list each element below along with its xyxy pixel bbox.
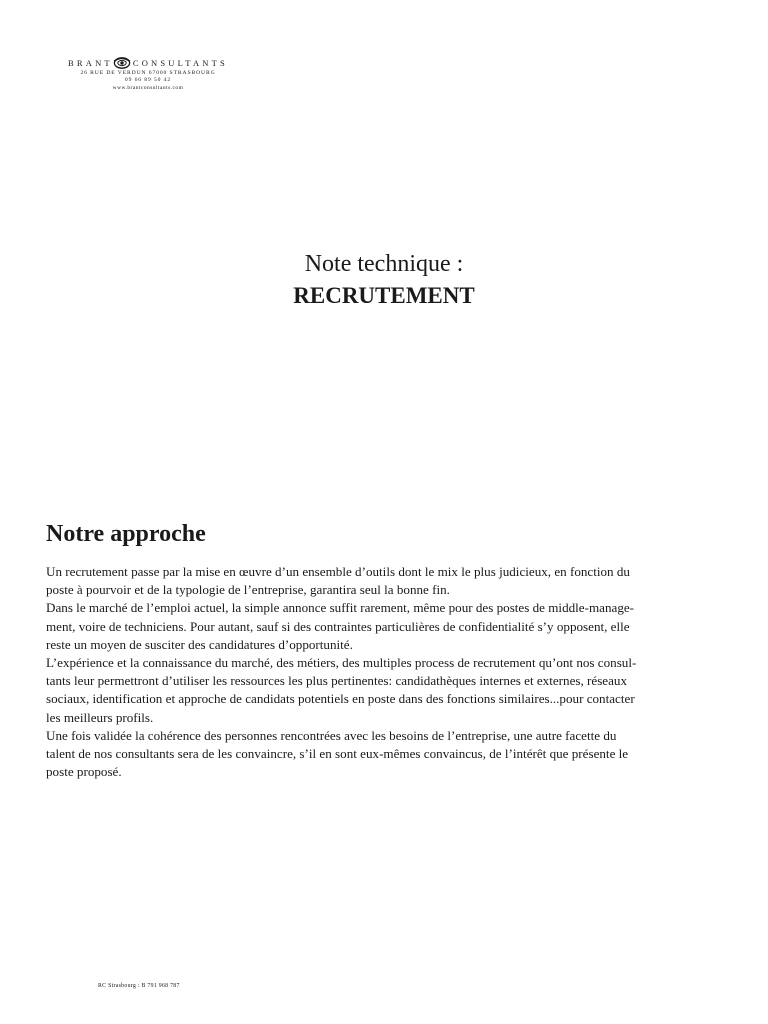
body-line: Un recrutement passe par la mise en œuvre d’un ensemble d’outils dont le mix le plus judicieux, en fonction du <box>46 564 630 579</box>
body-line: reste un moyen de susciter des candidatures d’opportunité. <box>46 636 353 652</box>
company-website: www.brantconsultants.com <box>112 84 184 91</box>
body-line: Dans le marché de l’emploi actuel, la simple annonce suffit rarement, même pour des postes de middle-manage- <box>46 600 635 616</box>
company-phone: 09 66 89 50 42 <box>124 77 172 84</box>
body-line: poste à pourvoir et de la typologie de l’entreprise, garantira seul la bonne fin. <box>46 582 450 598</box>
body-line: tants leur permettront d’utiliser les ressources les plus pertinentes: candidathèques internes et externes, réseaux <box>46 673 628 689</box>
title-line-note-technique: Note technique : <box>304 251 464 277</box>
registration-footer: RC Strasbourg : B 791 968 787 <box>98 983 180 989</box>
title-line-recrutement: RECRUTEMENT <box>293 283 475 308</box>
brand-name-left: BRANT <box>68 58 113 68</box>
eye-logo-icon <box>113 56 131 70</box>
body-line: sociaux, identification et approche de candidats potentiels en poste dans des fonctions similaires...pour contacter <box>46 691 635 707</box>
body-line: Une fois validée la cohérence des personnes rencontrées avec les besoins de l’entreprise, une autre facette du <box>46 727 617 743</box>
document-title <box>0 248 768 312</box>
brand-name-right: CONSULTANTS <box>132 58 228 68</box>
company-address: 26 RUE DE VERDUN 67000 STRASBOURG <box>80 70 216 76</box>
letterhead <box>58 56 238 92</box>
body-line: poste proposé. <box>46 764 122 780</box>
section-body <box>46 563 726 781</box>
body-line: ment, voire de techniciens. Pour autant, sauf si des contraintes particulières de confidentialité s’y opposent, elle <box>46 618 630 634</box>
body-line: L’expérience et la connaissance du marché, des métiers, des multiples process de recrutement qu’ont nos consul- <box>46 655 637 671</box>
brand-name <box>58 56 238 70</box>
section-heading: Notre approche <box>46 521 206 547</box>
body-line: talent de nos consultants sera de les convaincre, s’il en sont eux-mêmes convaincus, de l’intérêt que présente le <box>46 746 629 762</box>
body-line: les meilleurs profils. <box>46 709 154 725</box>
